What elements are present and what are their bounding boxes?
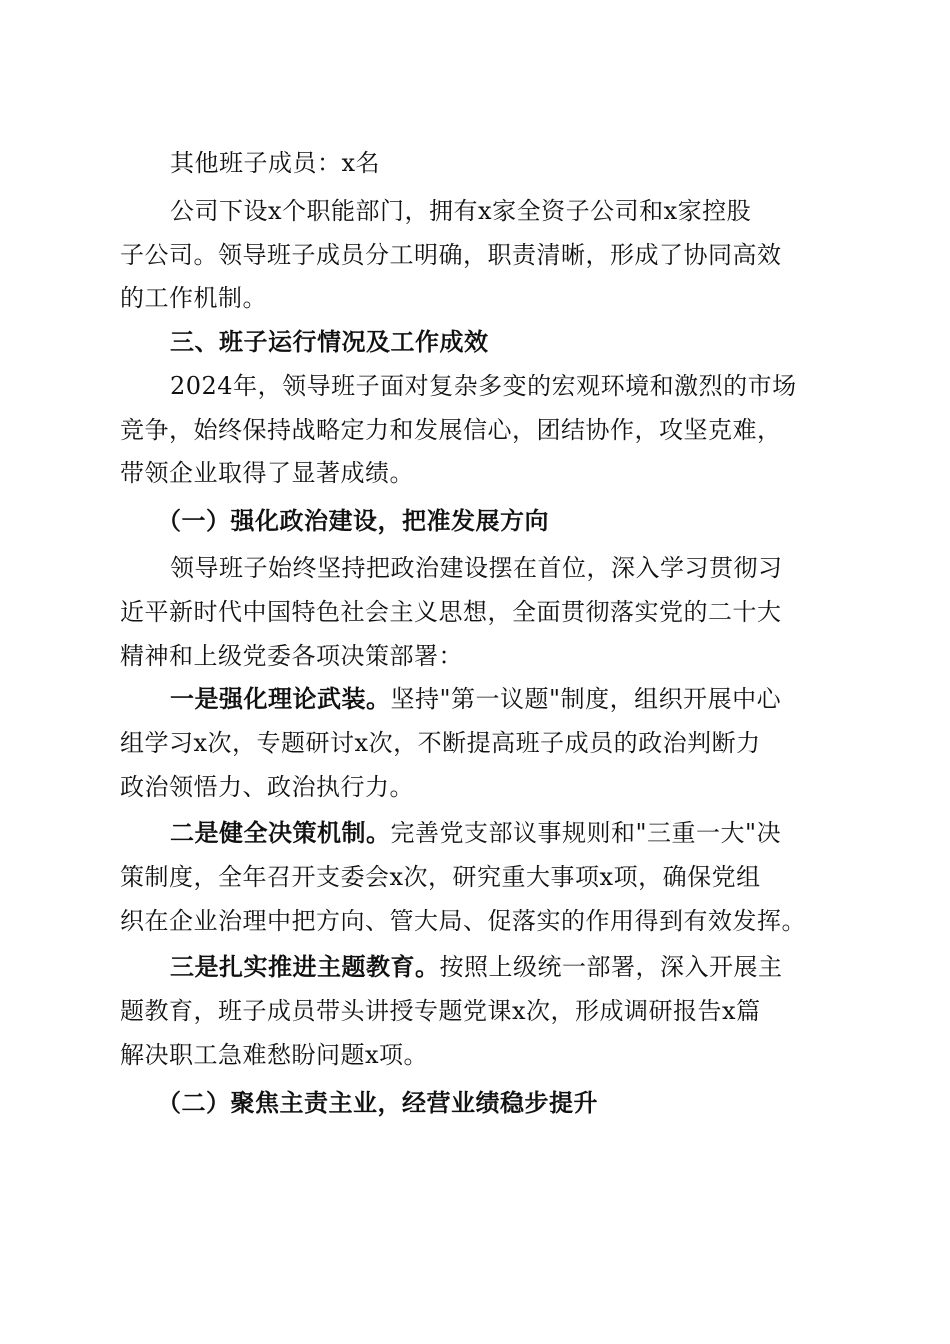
paragraph-line: 近平新时代中国特色社会主义思想，全面贯彻落实党的二十大 bbox=[120, 598, 782, 626]
paragraph-line: 竞争，始终保持战略定力和发展信心，团结协作，攻坚克难， bbox=[120, 416, 782, 444]
paragraph-line: 解决职工急难愁盼问题x项。 bbox=[120, 1041, 429, 1069]
paragraph-line: 组学习x次，专题研讨x次，不断提高班子成员的政治判断力 bbox=[120, 729, 761, 757]
paragraph-line: 精神和上级党委各项决策部署： bbox=[120, 642, 463, 670]
item-line bbox=[170, 952, 783, 982]
paragraph-line: 2024年，领导班子面对复杂多变的宏观环境和激烈的市场 bbox=[170, 372, 797, 400]
paragraph-line: 的工作机制。 bbox=[120, 284, 267, 312]
paragraph-line: 政治领悟力、政治执行力。 bbox=[120, 773, 414, 801]
subsection-heading: （一）强化政治建设，把准发展方向 bbox=[157, 506, 549, 535]
section-heading: 三、班子运行情况及工作成效 bbox=[170, 327, 489, 356]
item-text: 完善党支部议事规则和"三重一大"决 bbox=[390, 819, 782, 847]
paragraph-line: 织在企业治理中把方向、管大局、促落实的作用得到有效发挥。 bbox=[120, 907, 806, 935]
paragraph-line: 子公司。领导班子成员分工明确，职责清晰，形成了协同高效 bbox=[120, 241, 782, 269]
paragraph-line: 公司下设x个职能部门，拥有x家全资子公司和x家控股 bbox=[170, 197, 752, 225]
item-lead: 一是强化理论武装。 bbox=[170, 684, 391, 713]
item-lead: 三是扎实推进主题教育。 bbox=[170, 952, 440, 981]
subsection-heading: （二）聚焦主责主业，经营业绩稳步提升 bbox=[157, 1088, 598, 1117]
item-line bbox=[170, 684, 781, 714]
item-lead: 二是健全决策机制。 bbox=[170, 818, 391, 847]
paragraph-line: 策制度，全年召开支委会x次，研究重大事项x项，确保党组 bbox=[120, 863, 761, 891]
paragraph-line: 领导班子始终坚持把政治建设摆在首位，深入学习贯彻习 bbox=[170, 554, 783, 582]
paragraph-line: 其他班子成员：x名 bbox=[170, 149, 381, 177]
item-text: 按照上级统一部署，深入开展主 bbox=[439, 953, 783, 981]
paragraph-line: 带领企业取得了显著成绩。 bbox=[120, 459, 414, 487]
item-line bbox=[170, 818, 781, 848]
paragraph-line: 题教育，班子成员带头讲授专题党课x次，形成调研报告x篇 bbox=[120, 997, 761, 1025]
item-text: 坚持"第一议题"制度，组织开展中心 bbox=[390, 685, 782, 713]
